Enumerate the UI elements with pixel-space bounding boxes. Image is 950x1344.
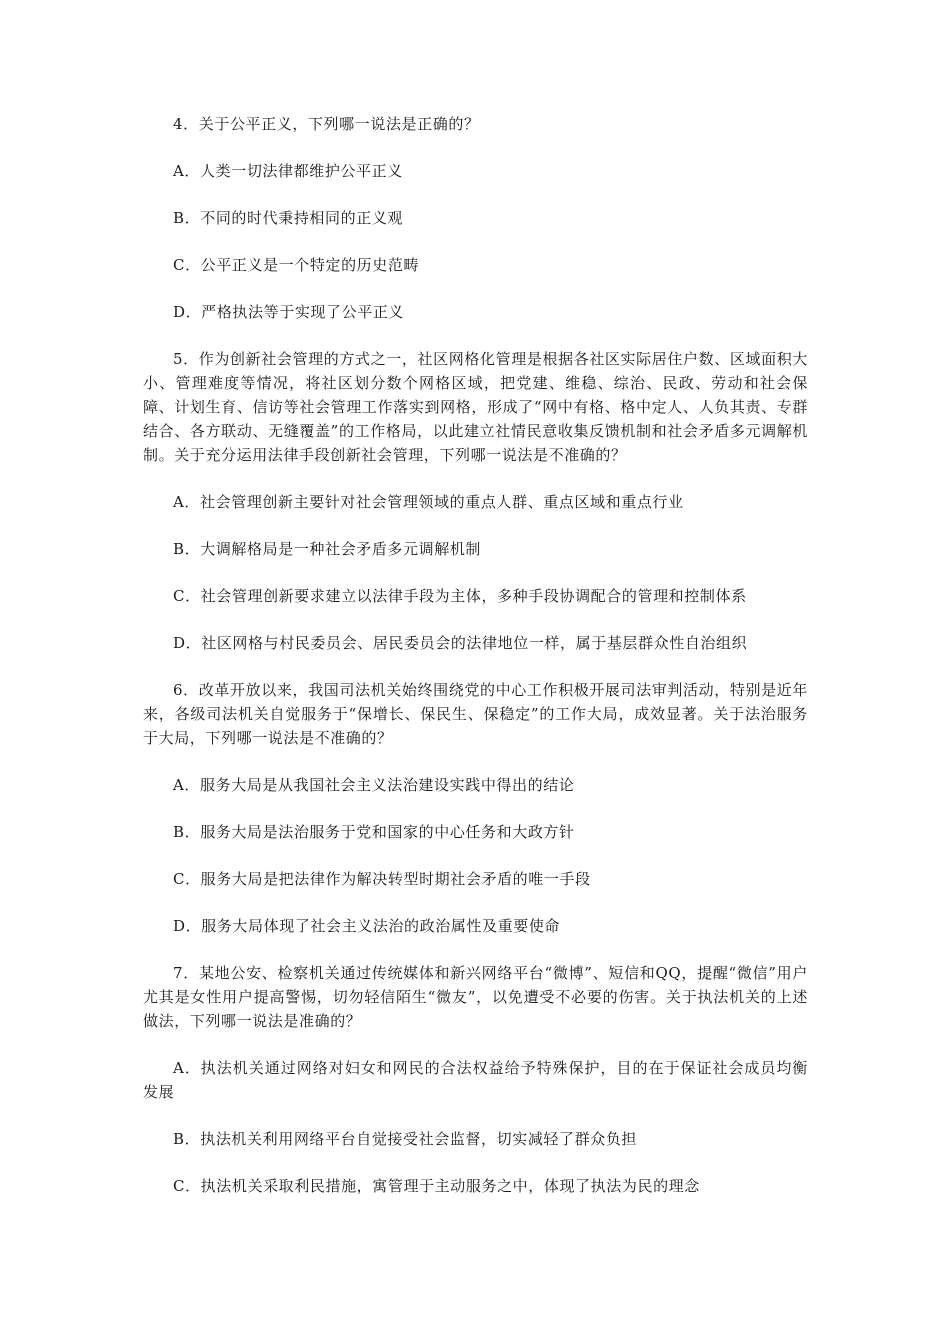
question-5-option-a: A．社会管理创新主要针对社会管理领域的重点人群、重点区域和重点行业 [173,493,684,511]
question-4-option-d: D．严格执法等于实现了公平正义 [173,303,405,321]
document-page [143,112,808,1221]
question-6-option-b: B．服务大局是法治服务于党和国家的中心任务和大政方针 [173,823,575,841]
question-4-option-c: C．公平正义是一个特定的历史范畴 [173,256,420,274]
question-6-stem: 6．改革开放以来，我国司法机关始终围绕党的中心工作积极开展司法审判活动，特别是近年来，各级司法机关自觉服务于“保增长、保民生、保稳定”的工作大局，成效显著。关于法治服务于大局，下列哪一说法是不准确的？ [143,681,808,747]
question-5-option-d: D．社区网格与村民委员会、居民委员会的法律地位一样，属于基层群众性自治组织 [173,634,748,652]
question-7-option-c: C．执法机关采取利民措施，寓管理于主动服务之中，体现了执法为民的理念 [173,1177,700,1195]
question-6-option-a: A．服务大局是从我国社会主义法治建设实践中得出的结论 [173,776,575,794]
question-6-option-c: C．服务大局是把法律作为解决转型时期社会矛盾的唯一手段 [173,870,591,888]
question-5-option-c: C．社会管理创新要求建立以法律手段为主体，多种手段协调配合的管理和控制体系 [173,587,747,605]
question-4-option-a: A．人类一切法律都维护公平正义 [173,162,403,180]
question-4-stem: 4．关于公平正义，下列哪一说法是正确的？ [173,115,480,133]
question-6-option-d: D．服务大局体现了社会主义法治的政治属性及重要使命 [173,917,561,935]
question-5-option-b: B．大调解格局是一种社会矛盾多元调解机制 [173,540,482,558]
question-7-option-a: A．执法机关通过网络对妇女和网民的合法权益给予特殊保护，目的在于保证社会成员均衡发展 [143,1059,808,1101]
question-5-stem: 5．作为创新社会管理的方式之一，社区网格化管理是根据各社区实际居住户数、区域面积大小、管理难度等情况，将社区划分数个网格区域，把党建、维稳、综治、民政、劳动和社会保障、计划生育、信访等社会管理工作落实到网格，形成了“网中有格、格中定人、人负其责、专群结合、各方联动、无缝覆盖”的工作格局，以此建立社情民意收集反馈机制和社会矛盾多元调解机制。关于充分运用法律手段创新社会管理，下列哪一说法是不准确的？ [143,350,808,464]
question-7-stem: 7．某地公安、检察机关通过传统媒体和新兴网络平台“微博”、短信和QQ，提醒“微信”用户尤其是女性用户提高警惕，切勿轻信陌生“微友”，以免遭受不必要的伤害。关于执法机关的上述做法，下列哪一说法是准确的？ [143,964,808,1030]
question-4-option-b: B．不同的时代秉持相同的正义观 [173,209,404,227]
question-7-option-b: B．执法机关利用网络平台自觉接受社会监督，切实减轻了群众负担 [173,1130,638,1148]
